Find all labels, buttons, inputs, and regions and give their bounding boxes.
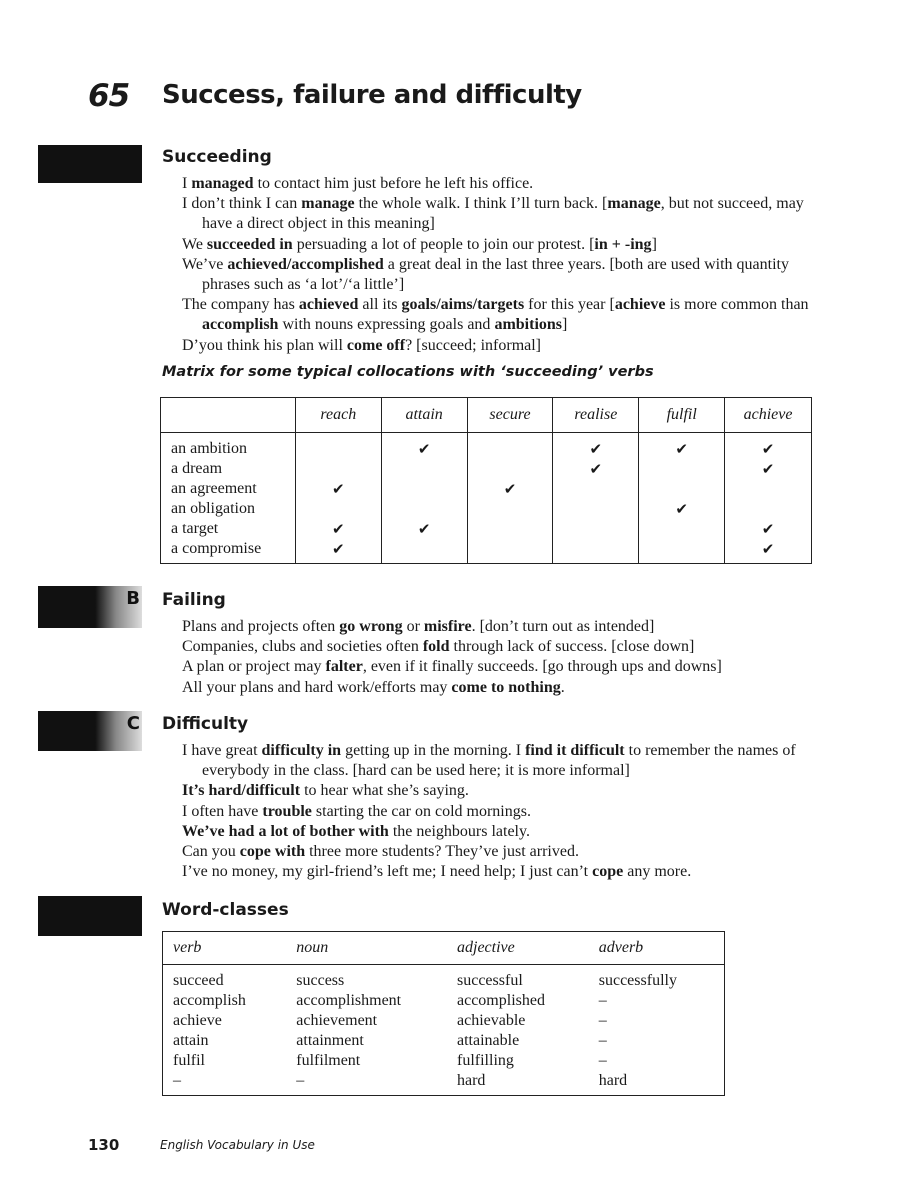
word-class-header: adjective [447,932,589,965]
matrix-row [161,519,812,539]
key-phrase: We’ve had a lot of bother with [182,822,389,840]
example-line [182,194,822,234]
word-classes-table [162,931,725,1096]
example-line [182,678,822,698]
matrix-verb-header: achieve [725,398,812,433]
section-c-heading: Difficulty [162,714,249,734]
collocation-matrix [160,397,812,564]
matrix-cell [295,479,381,499]
key-phrase: managed [191,175,254,192]
matrix-row [161,479,812,499]
example-line [182,657,822,677]
matrix-verb-header: realise [553,398,639,433]
word-class-header: noun [286,932,447,965]
word-class-cell: accomplish [173,992,246,1009]
matrix-cell [725,459,812,479]
matrix-header-row [161,398,812,433]
check-mark-icon: ✔ [331,479,345,498]
text-segment: the neighbours lately. [388,822,530,840]
matrix-cell [639,499,725,519]
check-mark-icon: ✔ [589,439,603,458]
matrix-cell [553,433,639,460]
example-line [182,617,822,637]
matrix-cell [639,479,725,499]
text-segment: A plan or project may [182,658,326,676]
check-mark-icon: ✔ [675,499,688,518]
key-phrase: cope [592,863,624,881]
matrix-cell [295,459,381,479]
text-segment: to contact him just before he left his office. [253,175,534,192]
book-title: English Vocabulary in Use [160,1138,315,1152]
matrix-corner-cell [161,398,296,433]
matrix-cell [725,479,812,499]
word-class-header: verb [163,932,287,965]
word-class-cell: achieve [173,1012,222,1029]
text-segment: to hear what she’s saying. [300,782,469,800]
matrix-verb-header: fulfil [639,398,725,433]
section-b-body [182,617,822,698]
matrix-cell [467,433,553,460]
matrix-cell [467,479,553,499]
text-segment: I [182,175,192,192]
section-c-tab [38,711,142,751]
word-class-cell: achievement [296,1012,378,1029]
matrix-cell [639,539,725,564]
check-mark-icon: ✔ [761,459,775,478]
text-segment: I’ve no money, my girl-friend’s left me; I need help; I just can’t [182,863,593,881]
word-class-cell: hard [457,1072,486,1089]
example-line [182,174,822,194]
word-class-cell: – [173,1072,181,1089]
key-phrase: in + -ing [594,235,652,253]
key-phrase: cope with [239,843,306,861]
example-line [182,255,822,295]
matrix-noun-cell: a dream [161,459,296,479]
key-phrase: falter [325,658,363,676]
text-segment: . [560,678,565,696]
matrix-cell [295,519,381,539]
word-class-cell: – [598,1032,607,1049]
word-class-cell: success [296,972,345,989]
key-phrase: manage [607,195,661,213]
key-phrase: accomplish [202,316,279,334]
key-phrase: find it difficult [525,742,625,759]
matrix-cell [295,539,381,564]
text-segment: with nouns expressing goals and [278,316,495,334]
matrix-cell [725,519,812,539]
text-segment: ? [succeed; informal] [405,336,542,354]
section-b-tab [38,586,142,628]
key-phrase: ambitions [494,316,563,334]
text-segment: through lack of success. [close down] [449,638,695,656]
text-segment: is more common than [665,296,809,314]
key-phrase: goals/aims/targets [401,296,525,314]
matrix-cell [553,459,639,479]
matrix-cell [553,539,639,564]
matrix-cell [639,433,725,460]
check-mark-icon: ✔ [503,479,517,498]
check-mark-icon: ✔ [417,519,431,538]
matrix-cell [381,433,467,460]
matrix-cell [381,539,467,564]
matrix-cell [553,499,639,519]
matrix-cell [467,519,553,539]
text-segment: , even if it finally succeeds. [go through ups and downs] [362,658,722,676]
word-classes-row [163,1031,725,1051]
word-class-cell: – [598,1012,607,1029]
text-segment: ] [651,235,657,253]
matrix-cell [467,499,553,519]
key-phrase: come to nothing [451,678,561,696]
word-class-cell: fulfilment [296,1052,361,1069]
matrix-cell [639,459,725,479]
check-mark-icon: ✔ [761,439,775,458]
word-classes-row [163,1051,725,1071]
text-segment: We’ve [182,255,228,273]
check-mark-icon: ✔ [589,459,603,478]
section-a-body [182,174,822,356]
example-line [182,235,822,255]
check-mark-icon: ✔ [331,539,345,558]
matrix-verb-header: secure [467,398,553,433]
text-segment: the whole walk. I think I’ll turn back. [ [354,195,608,213]
text-segment: I often have [182,802,263,820]
section-b-letter: B [126,588,140,609]
word-class-cell: succeed [173,972,224,989]
text-segment: three more students? They’ve just arrived. [305,843,579,861]
unit-number: 65 [88,78,130,114]
section-b-heading: Failing [162,590,226,610]
matrix-cell [381,519,467,539]
matrix-cell [725,499,812,519]
matrix-cell [295,433,381,460]
text-segment: Can you [182,843,240,861]
example-line [182,637,822,657]
word-class-cell: attain [173,1032,209,1049]
text-segment: or [402,618,424,635]
text-segment: . [don’t turn out as intended] [471,618,655,635]
matrix-row [161,459,812,479]
matrix-verb-header: reach [295,398,381,433]
word-class-cell: hard [598,1072,628,1089]
matrix-cell [381,499,467,519]
word-class-cell: accomplishment [296,992,402,1009]
word-classes-row [163,991,725,1011]
word-class-header: adverb [589,932,725,965]
word-class-cell: achievable [457,1012,526,1029]
key-phrase: difficulty in [261,742,342,759]
section-c-body [182,741,822,882]
text-segment: a great deal in the last three years. [both are used with quantity phrases such as ‘a lot’/‘a little’] [202,255,789,294]
example-line [182,862,822,882]
key-phrase: succeeded in [206,235,293,253]
matrix-body [161,433,812,564]
key-phrase: achieve [614,296,666,314]
matrix-cell [725,433,812,460]
text-segment: The company has [182,296,299,314]
key-phrase: fold [422,638,450,656]
text-segment: persuading a lot of people to join our protest. [ [292,235,595,253]
example-line [182,295,822,335]
section-d-heading: Word-classes [162,900,289,920]
word-class-cell: fulfil [173,1052,205,1069]
key-phrase: trouble [262,802,312,820]
matrix-cell [553,519,639,539]
matrix-row [161,499,812,519]
check-mark-icon: ✔ [761,519,775,538]
matrix-noun-cell: an ambition [161,433,296,460]
text-segment: I have great [182,742,262,759]
matrix-noun-cell: an agreement [161,479,296,499]
word-classes-header-row [163,932,725,965]
matrix-cell [553,479,639,499]
matrix-cell [381,479,467,499]
matrix-cell [295,499,381,519]
section-d-tab [38,896,142,936]
matrix-noun-cell: an obligation [161,499,296,519]
check-mark-icon: ✔ [675,439,688,458]
key-phrase: come off [346,336,406,354]
word-class-cell: – [598,992,607,1009]
check-mark-icon: ✔ [417,439,431,458]
text-segment: starting the car on cold mornings. [311,802,531,820]
word-class-cell: – [296,1072,305,1089]
word-class-cell: attainable [457,1032,520,1049]
matrix-cell [467,539,553,564]
section-a-tab [38,145,142,183]
section-a-heading: Succeeding [162,147,272,167]
text-segment: to remember the names of everybody in the class. [hard can be used here; it is more informal] [202,742,796,780]
text-segment: Companies, clubs and societies often [182,638,423,656]
example-line [182,802,822,822]
key-phrase: achieved/accomplished [227,255,384,273]
word-class-cell: successfully [598,972,677,989]
section-c-letter: C [126,713,140,734]
text-segment: All your plans and hard work/efforts may [182,678,452,696]
matrix-title: Matrix for some typical collocations with ‘succeeding’ verbs [162,364,654,380]
matrix-row [161,539,812,564]
text-segment: for this year [ [524,296,615,314]
example-line [182,842,822,862]
text-segment: ] [562,316,568,334]
matrix-noun-cell: a target [161,519,296,539]
word-class-cell: – [598,1052,607,1069]
text-segment: getting up in the morning. I [341,742,526,759]
word-classes-row [163,1011,725,1031]
example-line [182,781,822,801]
key-phrase: manage [301,195,355,213]
page-number: 130 [88,1136,120,1154]
matrix-noun-cell: a compromise [161,539,296,564]
text-segment: We [182,235,207,253]
matrix-verb-header: attain [381,398,467,433]
text-segment: Plans and projects often [182,618,340,635]
word-class-cell: attainment [296,1032,364,1049]
check-mark-icon: ✔ [761,539,775,558]
word-classes-row [163,1071,725,1096]
matrix-cell [725,539,812,564]
example-line [182,336,822,356]
word-class-cell: successful [457,972,523,989]
matrix-cell [381,459,467,479]
matrix-cell [639,519,725,539]
key-phrase: go wrong [339,618,403,635]
text-segment: I don’t think I can [182,195,302,213]
matrix-row [161,433,812,460]
key-phrase: misfire [423,618,472,635]
word-class-cell: accomplished [457,992,545,1009]
text-segment: , but not succeed, may have a direct object in this meaning] [202,195,804,233]
matrix-cell [467,459,553,479]
word-classes-body [163,965,725,1096]
word-class-cell: fulfilling [457,1052,514,1069]
unit-title: Success, failure and difficulty [162,80,582,110]
text-segment: any more. [623,863,692,881]
text-segment: D’you think his plan will [182,336,347,354]
example-line [182,822,822,842]
word-classes-row [163,965,725,992]
key-phrase: achieved [298,296,359,314]
example-line [182,741,822,781]
check-mark-icon: ✔ [331,519,345,538]
text-segment: all its [358,296,402,314]
key-phrase: It’s hard/difficult [182,782,301,800]
